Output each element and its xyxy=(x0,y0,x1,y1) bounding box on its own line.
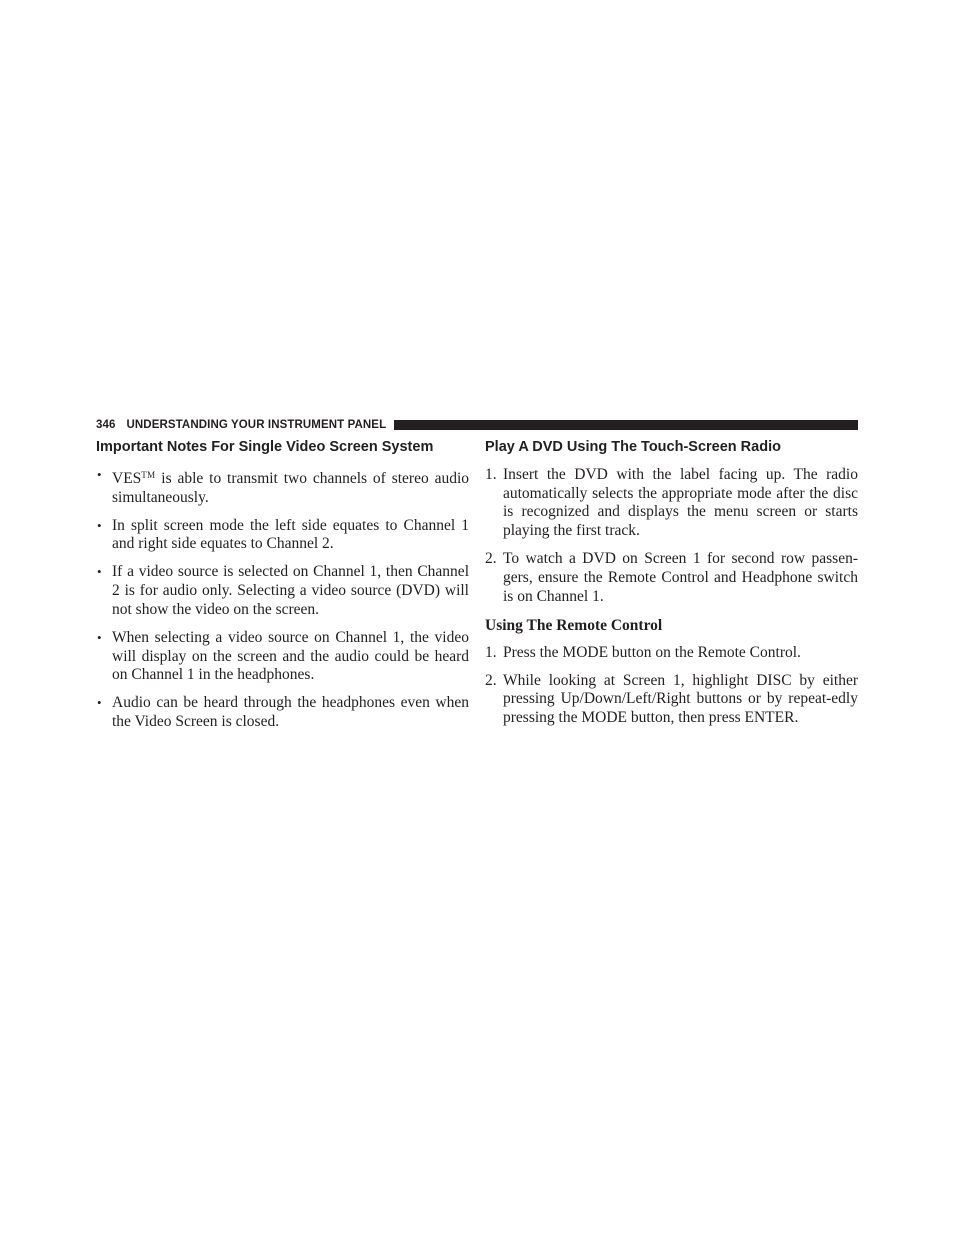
section-title: UNDERSTANDING YOUR INSTRUMENT PANEL xyxy=(126,419,387,431)
list-item xyxy=(485,550,858,606)
list-item-text: While looking at Screen 1, highlight DISC by either pressing Up/Down/Left/Right buttons or by repeat-edly pressing the MODE button, then press ENTER. xyxy=(503,671,858,726)
list-item xyxy=(96,694,469,731)
list-item-text: To watch a DVD on Screen 1 for second row passen-gers, ensure the Remote Control and Headphone switch is on Channel 1. xyxy=(503,550,858,605)
list-item xyxy=(96,466,469,507)
dvd-steps-list xyxy=(485,466,858,606)
ves-prefix: VES xyxy=(112,470,142,487)
step-number: 2. xyxy=(485,550,497,568)
list-item-text: Press the MODE button on the Remote Control. xyxy=(503,643,801,661)
list-item xyxy=(485,644,858,663)
running-header xyxy=(96,417,858,433)
left-column xyxy=(96,438,469,741)
list-item xyxy=(485,466,858,541)
bullet-icon: • xyxy=(97,629,102,645)
list-item xyxy=(96,563,469,619)
step-number: 1. xyxy=(485,643,497,661)
list-item-text: If a video source is selected on Channel 1, then Channel 2 is for audio only. Selecting a video source (DVD) will not show the video on the screen. xyxy=(112,563,469,618)
bullet-icon: • xyxy=(97,564,102,580)
notes-list xyxy=(96,466,469,732)
trademark-mark: TM xyxy=(141,470,156,480)
page-number: 346 xyxy=(96,419,116,431)
bullet-icon: • xyxy=(97,695,102,711)
step-number: 1. xyxy=(485,466,497,483)
list-item-text: In split screen mode the left side equates to Channel 1 and right side equates to Channel 2. xyxy=(112,516,469,553)
list-item xyxy=(96,517,469,554)
list-item-text: Insert the DVD with the label facing up. The radio automatically selects the appropriate mode after the disc is recognized and displays the menu screen or starts playing the first track. xyxy=(503,466,858,540)
list-item xyxy=(485,672,858,728)
header-rule xyxy=(394,420,858,430)
important-notes-heading: Important Notes For Single Video Screen System xyxy=(96,439,434,455)
right-column xyxy=(485,438,858,737)
bullet-icon: • xyxy=(97,517,102,533)
list-item-text: When selecting a video source on Channel 1, the video will display on the screen and the audio could be heard on Channel 1 in the headphones. xyxy=(112,628,469,684)
list-item-text: Audio can be heard through the headphones even when the Video Screen is closed. xyxy=(112,694,469,730)
play-dvd-heading: Play A DVD Using The Touch-Screen Radio xyxy=(485,439,781,455)
list-item-text: is able to transmit two channels of stereo audio simultaneously. xyxy=(112,470,469,506)
remote-steps-list xyxy=(485,644,858,728)
remote-control-subheading: Using The Remote Control xyxy=(485,616,663,634)
bullet-icon: • xyxy=(97,467,102,482)
list-item xyxy=(96,629,469,685)
step-number: 2. xyxy=(485,671,497,689)
